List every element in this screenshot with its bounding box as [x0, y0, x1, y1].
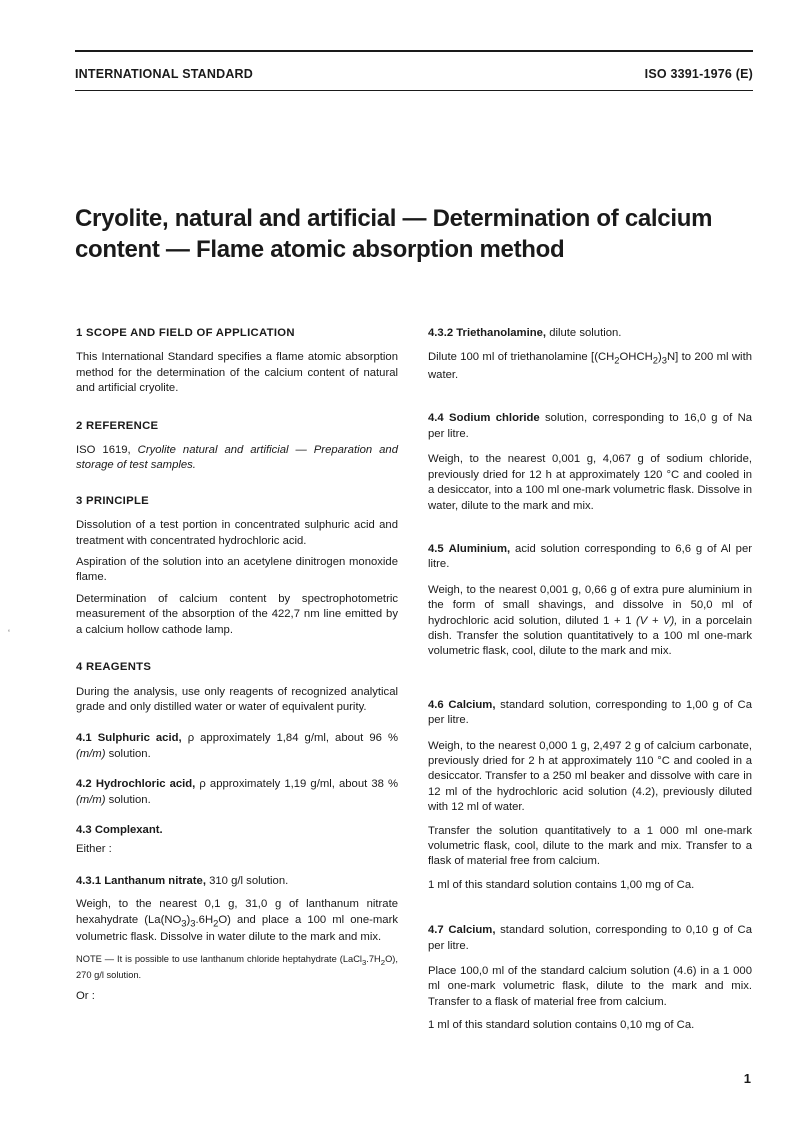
triethanolamine-text-part: ) — [658, 351, 662, 364]
section-4-7-para-2: 1 ml of this standard solution contains 0,10 mg of Ca. — [428, 1019, 695, 1032]
subscript: 2 — [614, 354, 620, 366]
subscript: 2 — [380, 957, 386, 967]
section-4-3-2-name: Triethanolamine, — [456, 327, 547, 339]
section-2-reference — [76, 443, 398, 474]
subscript: 2 — [213, 916, 219, 928]
section-4-5-heading — [428, 542, 752, 573]
section-4-heading: 4 REAGENTS — [76, 661, 152, 674]
section-4-1-name: Sulphuric acid, — [97, 732, 182, 745]
lanthanum-text-part: O) and place a 100 ml one-mark volumetric flask. Dissolve in water dilute to the mark and mix. — [76, 913, 398, 944]
triethanolamine-text-part: OHCH — [619, 351, 653, 364]
section-4-3-1-concentration: 310 g/l solution. — [209, 874, 289, 887]
section-4-5-rest: acid solution corresponding to 6,6 g of Al per litre. — [428, 542, 753, 571]
section-3-para-1: Dissolution of a test portion in concentrated sulphuric acid and treatment with concentrated hydrochloric acid. — [76, 519, 398, 547]
reference-title: Cryolite natural and artificial — Preparation and storage of test samples. — [76, 444, 398, 472]
section-3-para-3: Determination of calcium content by spectrophotometric measurement of the absorption of the 422,7 nm line emitted by a calcium hollow cathode lamp. — [76, 592, 398, 636]
section-4-6-name: Calcium, — [448, 698, 496, 711]
lanthanum-text-part: .6H — [195, 913, 214, 926]
header-document-number: ISO 3391-1976 (E) — [644, 67, 753, 81]
section-2-heading: 2 REFERENCE — [76, 419, 159, 432]
section-4-3-or: Or : — [76, 990, 95, 1003]
lanthanum-text-part: ) — [186, 913, 191, 926]
section-4-5-text — [428, 583, 752, 660]
note — [76, 953, 398, 982]
section-4-6-para-3: 1 ml of this standard solution contains 1,00 mg of Ca. — [428, 878, 695, 891]
section-4-2-density: ρ approximately 1,19 g/ml, about 38 % — [199, 778, 399, 791]
section-4-6-number: 4.6 — [428, 698, 444, 711]
section-4-2-name: Hydrochloric acid, — [95, 778, 196, 791]
top-rule — [75, 50, 753, 52]
section-4-3-either: Either : — [76, 843, 112, 856]
section-4-1 — [76, 731, 398, 762]
subscript: 3 — [361, 957, 367, 967]
section-4-1-end: solution. — [108, 747, 151, 760]
section-4-2 — [76, 777, 398, 808]
page-number: 1 — [743, 1071, 751, 1086]
section-4-3-2-text — [428, 350, 752, 383]
section-4-3-2-number: 4.3.2 — [428, 327, 454, 339]
document-title: Cryolite, natural and artificial — Determination of calcium content — Flame atomic absorption method — [75, 205, 713, 263]
section-4-4-text: Weigh, to the nearest 0,001 g, 4,067 g of sodium chloride, previously dried for 12 h at approximately 120 °C and cooled in a desiccator, into a 100 ml one-mark volumetric flask. Dissolve in water, dilute to the mark and mix. — [428, 453, 752, 512]
right-column — [428, 326, 752, 1034]
section-4-3-heading: 4.3 Complexant. — [76, 823, 163, 836]
reference-number: ISO 1619, — [76, 444, 131, 457]
aluminium-text-part: Weigh, to the nearest 0,001 g, 0,66 g of extra pure aluminium in the form of small shavings, and dissolve in 50,0 ml of hydrochloric acid solution, diluted 1 + 1 — [428, 583, 752, 627]
note-text-part: .7H — [366, 953, 381, 964]
section-4-3-2-rest: dilute solution. — [549, 327, 622, 339]
section-4-3-1-text — [76, 897, 398, 945]
header-standard-label: INTERNATIONAL STANDARD — [75, 67, 254, 81]
section-4-6-para-1: Weigh, to the nearest 0,000 1 g, 2,497 2 g of calcium carbonate, previously dried for 2 h at approximately 110 °C and cooled in a desiccator. Transfer to a 250 ml beaker and dissolve with care in 12 ml of the hydrochloric acid solution (4.2), previously diluted with 12 ml of water. — [428, 739, 752, 814]
section-4-3-1-name: Lanthanum nitrate, — [104, 874, 206, 887]
section-4-4-rest: solution, corresponding to 16,0 g of Na per litre. — [428, 412, 753, 440]
header-rule — [75, 90, 753, 91]
section-4-5-number: 4.5 — [428, 542, 444, 555]
section-4-7-name: Calcium, — [448, 924, 496, 937]
section-4-4-name: Sodium chloride — [449, 412, 540, 425]
section-3-para-2: Aspiration of the solution into an acetylene dinitrogen monoxide flame. — [76, 556, 398, 584]
section-4-7-para-1: Place 100,0 ml of the standard calcium solution (4.6) in a 1 000 ml one-mark volumetric flask, dilute to the mark and mix. Transfer to a flask of material free from calcium. — [428, 965, 752, 1008]
section-4-3-1-number: 4.3.1 — [76, 874, 102, 887]
section-4-1-mm: (m/m) — [76, 747, 106, 760]
subscript: 3 — [190, 916, 196, 928]
aluminium-text-part: in a porcelain dish. Transfer the solution quantitatively to a 100 ml one-mark volumetric flask, cool, dilute to the mark and mix. — [428, 614, 753, 658]
triethanolamine-text-part: Dilute 100 ml of triethanolamine [(CH — [428, 351, 615, 364]
section-3-heading: 3 PRINCIPLE — [76, 494, 149, 507]
section-4-5-name: Aluminium, — [448, 542, 511, 555]
section-4-7-rest: standard solution, corresponding to 0,10 g of Ca per litre. — [428, 924, 752, 952]
subscript: 3 — [181, 916, 187, 928]
aluminium-ratio: (V + V), — [636, 614, 678, 627]
margin-mark: ‘ — [8, 628, 10, 638]
section-4-3-1-heading — [76, 874, 398, 889]
section-1-text: This International Standard specifies a flame atomic absorption method for the determination of the calcium content of natural and artificial cryolite. — [76, 351, 398, 395]
section-4-2-mm: (m/m) — [76, 793, 106, 806]
section-4-4-number: 4.4 — [428, 412, 444, 425]
left-column — [76, 326, 398, 1005]
lanthanum-text-part: Weigh, to the nearest 0,1 g, 31,0 g of lanthanum nitrate hexahydrate (La(NO — [76, 898, 398, 926]
section-1-heading: 1 SCOPE AND FIELD OF APPLICATION — [76, 327, 295, 339]
section-4-7-number: 4.7 — [428, 924, 444, 937]
subscript: 2 — [652, 354, 659, 366]
note-text-part: O), 270 g/l solution. — [76, 953, 398, 980]
section-4-4-heading — [428, 411, 752, 442]
section-4-1-number: 4.1 — [76, 732, 92, 745]
section-4-1-density: ρ approximately 1,84 g/ml, about 96 % — [187, 732, 399, 745]
subscript: 3 — [661, 354, 668, 366]
section-4-2-end: solution. — [108, 793, 151, 806]
section-4-text: During the analysis, use only reagents of recognized analytical grade and only distilled water or water of equivalent purity. — [76, 685, 398, 713]
section-4-3-2-heading — [428, 326, 752, 341]
section-4-7-heading — [428, 923, 752, 954]
section-4-6-para-2: Transfer the solution quantitatively to a 1 000 ml one-mark volumetric flask, cool, dilute to the mark and mix. Transfer to a flask of material free from calcium. — [428, 824, 752, 868]
note-text-part: NOTE — It is possible to use lanthanum chloride heptahydrate (LaCl — [76, 953, 362, 964]
section-4-2-number: 4.2 — [76, 778, 92, 791]
section-4-6-rest: standard solution, corresponding to 1,00 g of Ca per litre. — [428, 698, 752, 727]
triethanolamine-text-part: N] to 200 ml with water. — [428, 351, 752, 382]
section-4-6-heading — [428, 698, 752, 729]
